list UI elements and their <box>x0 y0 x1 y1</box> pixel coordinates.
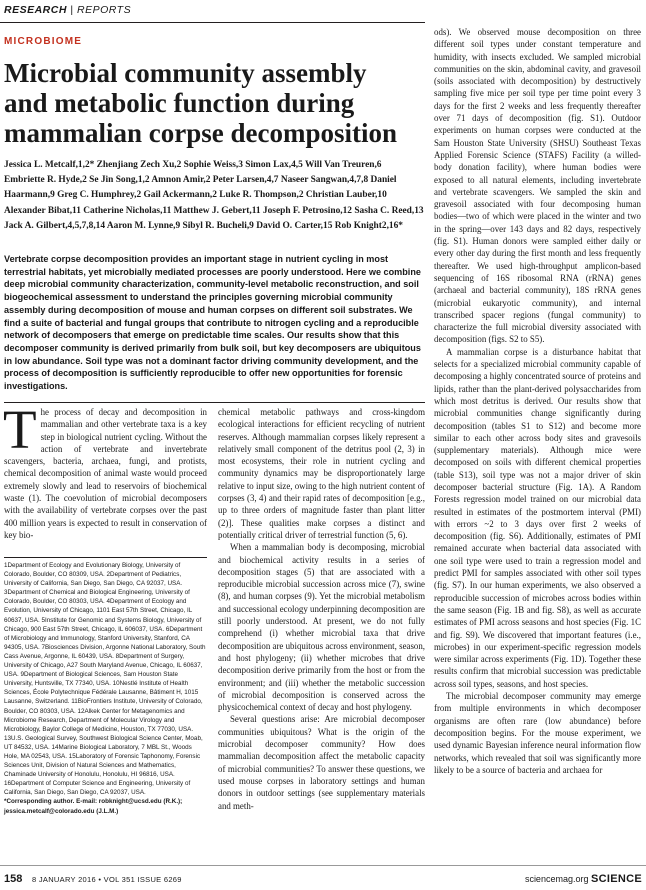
affiliations-block <box>4 561 207 816</box>
body-column-2 <box>218 406 425 812</box>
article-title: Microbial community assembly and metabolic function during mammalian corpse decomposition <box>4 58 397 148</box>
abstract: Vertebrate corpse decomposition provides an important stage in nutrient cycling in most terrestrial habitats, yet microbially mediated processes are poorly understood. Here we combine deep microbial community characterization, community-level metabolic reconstruction, and soil biogeochemical assessment to understand the principles governing microbial community assembly during decomposition of mouse and human corpses on different soil substrates. We find a suite of bacterial and fungal groups that contribute to nitrogen cycling and a reproducible network of decomposers that emerge on predictable time scales. Our results show that this decomposer community is derived primarily from bulk soil, but key decomposers are ubiquitous in low abundance. Soil type was not a dominant factor driving community development, and the process of decomposition is sufficiently reproducible to offer new opportunities for forensic investigations. <box>4 254 421 392</box>
subsection-label: REPORTS <box>77 4 132 16</box>
affiliations-divider <box>4 557 207 558</box>
body-column-1 <box>3 399 207 541</box>
section-header <box>4 4 131 16</box>
abstract-divider <box>4 402 425 403</box>
correspondence-note <box>4 797 207 815</box>
paragraph-text: he process of decay and decomposition in mammalian and other vertebrate taxa is a key step in biological nutrient cycling. Without the action of vertebrate and invertebrate scavengers, bacteria, archaea, fungi, and protists, chemical decomposition of animal waste would proceed extremely slowly and lead to reservoirs of biochemical waste (1). The coevolution of microbial decomposers with the availability of vertebrate corpses over the past 400 million years is expected to result in conservation of key bio- <box>4 407 207 540</box>
author-list: Jessica L. Metcalf,1,2* Zhenjiang Zech Xu,2 Sophie Weiss,3 Simon Lax,4,5 Will Van Treuren,6 Embriette R. Hyde,2 Se Jin Song,1,2 Amnon Amir,2 Peter Larsen,4,7 Naseer Sangwan,4,7,8 Daniel Haarmann,9 Greg C. Humphrey,2 Gail Ackermann,2 Luke R. Thompson,2 Christian Lauber,10 Alexander Bibat,11 Catherine Nicholas,11 Matthew J. Gebert,11 Joseph F. Petrosino,12 Sasha C. Reed,13 Jack A. Gilbert,4,5,7,8,14 Aaron M. Lynne,9 Sibyl R. Bucheli,9 David O. Carter,15 Rob Knight2,16* <box>4 160 424 231</box>
corresponding-author: *Corresponding author. E-mail: robknight@ucsd.edu (R.K.); jessica.metcalf@colorado.edu (J.L.M.) <box>4 798 183 815</box>
section-label: RESEARCH <box>4 4 67 16</box>
kicker: MICROBIOME <box>4 36 83 47</box>
affiliations-text: 1Department of Ecology and Evolutionary Biology, University of Colorado, Boulder, CO 80309, USA. 2Department of Pediatrics, University of California, San Diego, San Diego, CA 92037, USA. 3Department of Chemical and Biological Engineering, University of Colorado, Boulder, CO 80303, USA. 4Department of Ecology and Evolution, University of Chicago, 1101 East 57th Street, Chicago, IL 60637, USA. 5Institute for Genomic and Systems Biology, University of Chicago, 900 East 57th Street, Chicago, IL 606037, USA. 6Department of Microbiology and Immunology, Stanford University, Stanford, CA 94305, USA. 7Biosciences Division, Argonne National Laboratory, South Cass Avenue, Argonne, IL 60439, USA. 8Department of Surgery, University of Chicago, A27 South Maryland Avenue, Chicago, IL 60637, USA. 9Department of Biological Sciences, Sam Houston State University, Huntsville, TX 77340, USA. 10Nestlé Institute of Health Sciences, École Polytechnique Fédérale Lausanne, Bâtiment H, 1015 Lausanne, Switzerland. 11BioFrontiers Institute, University of Colorado, Boulder, CO 80303, USA. 12Alkek Center for Metagenomics and Microbiome Research, Department of Molecular Virology and Microbiology, Baylor College of Medicine, Houston, TX 77030, USA. 13U.S. Geological Survey, Southwest Biological Science Center, Moab, UT 84532, USA. 14Marine Biological Laboratory, 7 MBL St., Woods Hole, MA 02543, USA. 15Laboratory of Forensic Taphonomy, Forensic Sciences Unit, Division of Natural Sciences and Mathematics, Chaminade University of Honolulu, Honolulu, HI 96816, USA. 16Department of Computer Science and Engineering, University of California, San Diego, San Diego, CA 92037, USA. <box>4 562 206 797</box>
drop-cap: T <box>3 399 37 460</box>
section-separator: | <box>66 4 77 16</box>
journal-footer <box>525 873 642 885</box>
journal-name: SCIENCE <box>591 873 642 885</box>
body-paragraph: A mammalian corpse is a disturbance habitat that selects for a specialized microbial community capable of decomposing a highly concentrated source of proteins and lipids, rather than the plant-derived polysaccharides from which most detritus is derived. Our results show that microbial communities change significantly during decomposition (tables S1 to S12) and become more similar to each other across body sites and gravesoils (supplementary materials). Although mice were decomposed on soils with different chemical properties (table S13), soil type was not a major driver of skin decomposer bacterial structure (Fig. 1A). A Random Forests regression model trained on our microbial data resulted in estimates of the postmortem interval (PMI) with errors ~2 to 3 days over first 2 weeks of decomposition (fig. S6). Additionally, estimates of PMI remained accurate when bacterial data associated with one soil type were used to train a regression model and predict PMI for samples associated with other soil types (fig. S7). In our human experiments, we also observed a reproducible succession of microbes across bodies within the same season (Fig. 1B and fig. S8), as well as accurate estimates of PMI across seasons and host species (Fig. 1C and fig. S9). We discovered that important features (i.e., microbes) in our experiment-specific regression models were similar across experiments (Fig. 1D). Together these results confirm that microbial succession was predictable across soil types, seasons, and host species. <box>434 346 641 689</box>
site-url[interactable]: sciencemag.org <box>524 874 589 884</box>
body-paragraph: chemical metabolic pathways and cross-kingdom ecological interactions for efficient recycling of nutrient reserves. Although mammalian corpses likely represent a relatively small component of the detritus pool (2, 3) in most ecosystems, their role in nutrient cycling and community dynamics may be disproportionately large relative to input size, owing to the high nutrient content of corpses (3, 4) and their rapid rates of decomposition [e.g., up to three orders of magnitude faster than plant litter (2)]. These qualities make corpses a distinct and potentially critical driver of terrestrial function (5, 6). <box>218 407 425 540</box>
footer-divider <box>0 865 646 866</box>
issue-info: 8 JANUARY 2016 • VOL 351 ISSUE 6269 <box>32 875 182 884</box>
body-column-3 <box>434 26 641 776</box>
page-number: 158 <box>4 873 23 885</box>
body-paragraph: When a mammalian body is decomposing, microbial and biochemical activity results in a series of decomposition stages (5) that are associated with a reproducible microbial succession across mice (7), swine (8), and human corpses (9). Yet the microbial metabolism and successional ecology underpinning decomposition are still poorly understood. At present, we do not fully comprehend (i) whether microbial taxa that drive decomposition are ubiquitous across environment, season, and host phylogeny; (ii) whether microbes that drive decomposition derive primarily from the host or from the environment; and (iii) whether the metabolic succession of microbial decomposition is conserved across the physicochemical context of decay and host phylogeny. <box>218 542 425 713</box>
body-paragraph <box>3 399 207 541</box>
body-paragraph: Several questions arise: Are microbial decomposer communities ubiquitous? What is the origin of the microbial decomposer community? How does mammalian decomposition affect the metabolic capacity of microbial communities? To answer these questions, we used mouse corpses in laboratory settings and human donors in outdoor settings (see supplementary materials and meth- <box>218 714 425 811</box>
body-paragraph: The microbial decomposer community may emerge from multiple environments in which decomposer organisms are often rare (low abundance) before decomposition begins. For the mouse experiment, we used dynamic Bayesian inference neural information flow networks, which revealed that soil was significantly more likely to be a source of bacteria and archaea for <box>434 691 641 775</box>
body-paragraph: ods). We observed mouse decomposition on three different soil types under constant temperature and humidity, with insects excluded. We sampled microbial communities on the skin, abdominal cavity, and gravesoil (soils associated with decomposition) by destructively sampling five mice per soil type per time point every 3 days for the first 2 weeks and less frequently thereafter over 71 days of decomposition (fig. S1). Outdoor experiments on human corpses were conducted at the Sam Houston State University (SHSU) Southeast Texas Applied Forensic Science (STAFS) Facility (a willed-body donation facility), where human bodies were exposed to all natural elements, including invertebrate and vertebrate scavengers. We sampled the skin and gravesoil associated with four decomposing human bodies—two of which were placed in the winter and two in the spring—over 143 days and 82 days, respectively (fig. S1). Human donors were sampled either daily or every other day during the first month and less frequently thereafter. We used high-throughput amplicon-based sequencing of 16S ribosomal RNA (rRNA) genes (archaeal and bacterial community), 18S rRNA genes (microbial eukaryotic community), and internal transcribed spacer regions (fungal community) to characterize the full microbial diversity associated with decomposition (figs. S2 to S5). <box>434 27 641 345</box>
